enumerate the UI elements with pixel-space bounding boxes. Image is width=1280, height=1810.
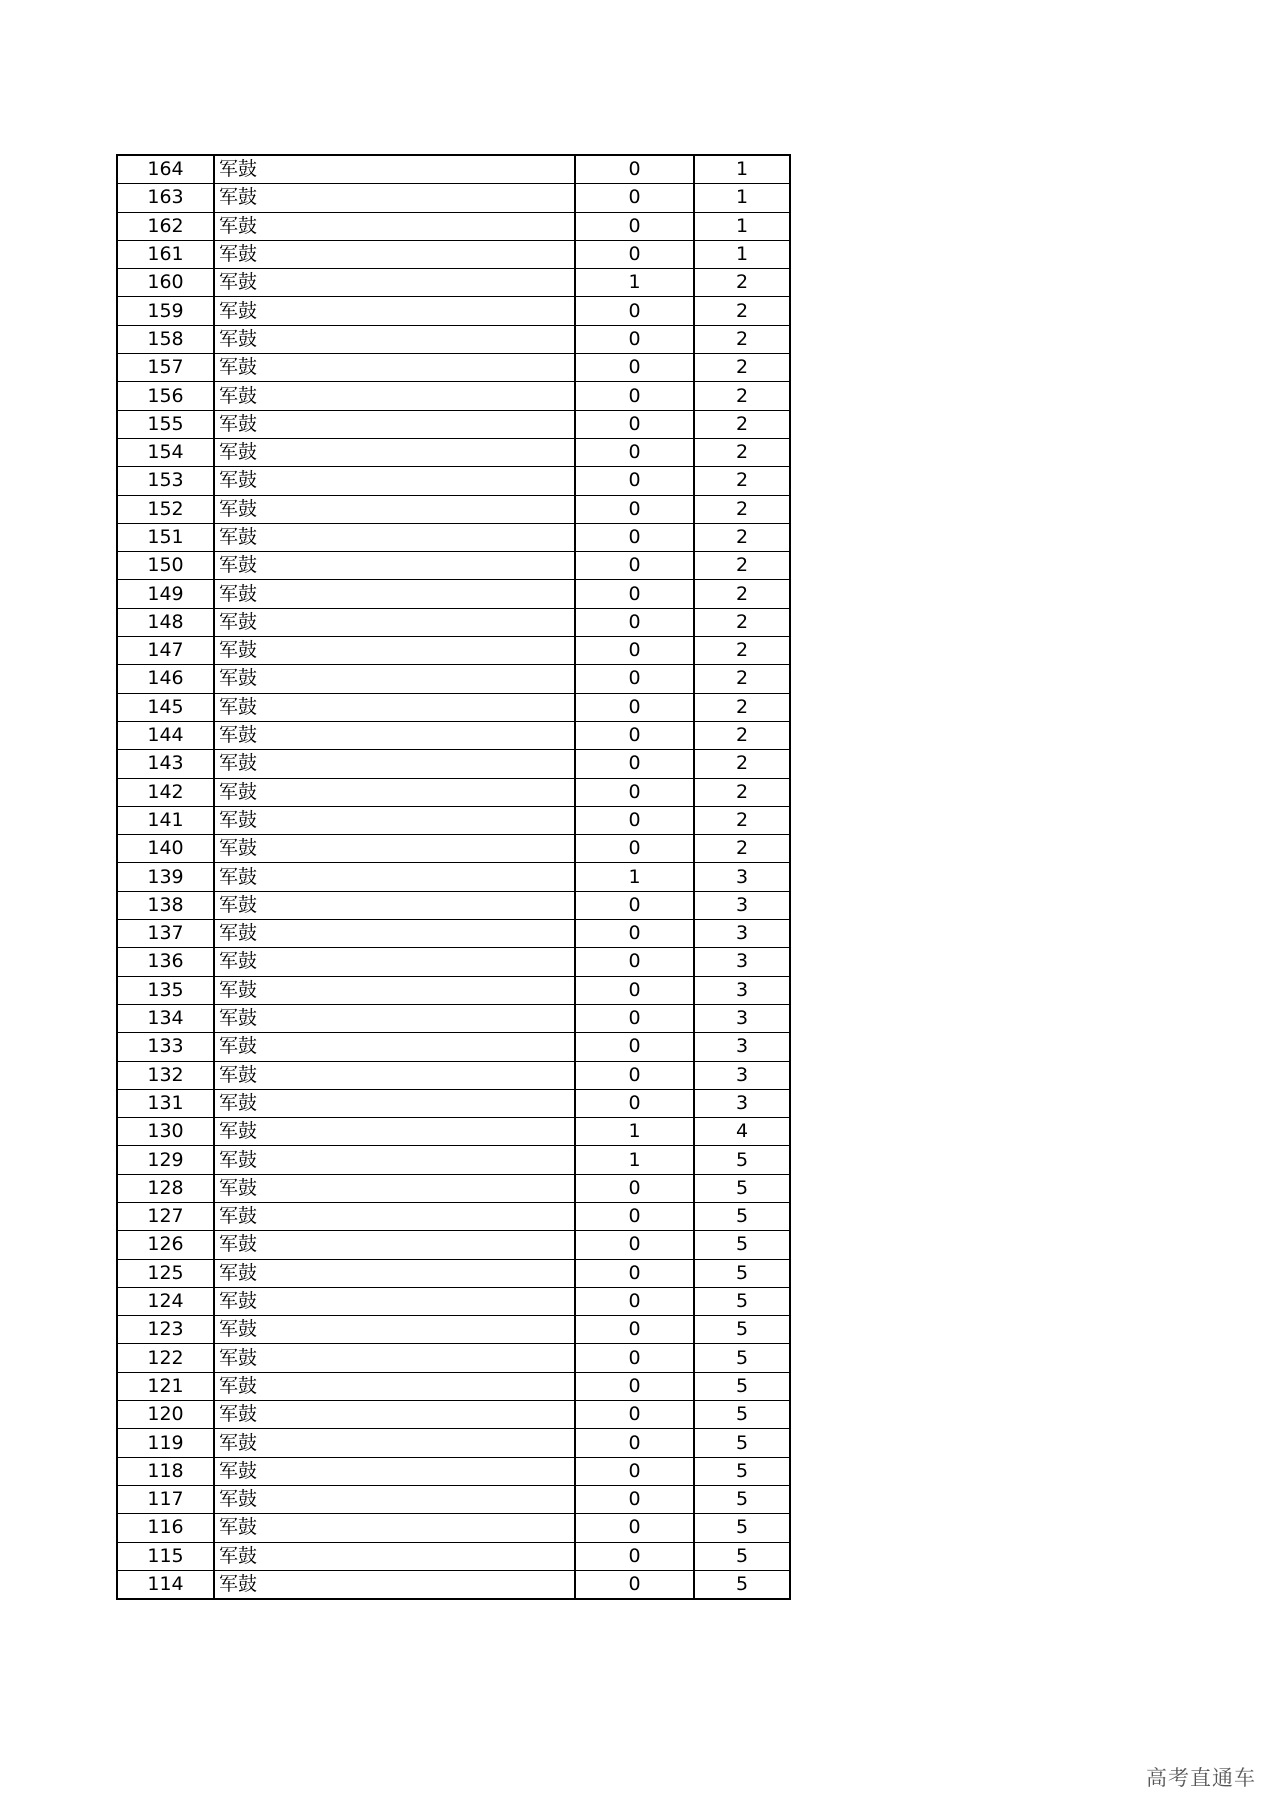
count-cell: 0 [575, 325, 694, 353]
score-cell: 160 [117, 269, 214, 297]
subject-cell: 军鼓 [214, 1231, 575, 1259]
count-cell: 0 [575, 155, 694, 184]
score-cell: 127 [117, 1202, 214, 1230]
count-cell: 0 [575, 523, 694, 551]
count-cell: 0 [575, 297, 694, 325]
subject-cell: 军鼓 [214, 184, 575, 212]
count-cell: 0 [575, 552, 694, 580]
count-cell: 0 [575, 1287, 694, 1315]
cumulative-cell: 1 [694, 212, 790, 240]
count-cell: 0 [575, 1344, 694, 1372]
score-cell: 156 [117, 382, 214, 410]
count-cell: 0 [575, 750, 694, 778]
cumulative-cell: 2 [694, 410, 790, 438]
score-cell: 121 [117, 1372, 214, 1400]
count-cell: 0 [575, 438, 694, 466]
count-cell: 0 [575, 1372, 694, 1400]
score-cell: 161 [117, 240, 214, 268]
table-row [117, 637, 790, 665]
subject-cell: 军鼓 [214, 1202, 575, 1230]
score-cell: 163 [117, 184, 214, 212]
table-row [117, 1118, 790, 1146]
score-cell: 126 [117, 1231, 214, 1259]
table-row [117, 1570, 790, 1599]
subject-cell: 军鼓 [214, 750, 575, 778]
table-row [117, 920, 790, 948]
score-cell: 158 [117, 325, 214, 353]
table-row [117, 1485, 790, 1513]
cumulative-cell: 2 [694, 269, 790, 297]
subject-cell: 军鼓 [214, 1485, 575, 1513]
table-row [117, 580, 790, 608]
table-row [117, 1372, 790, 1400]
count-cell: 0 [575, 1514, 694, 1542]
table-row [117, 1542, 790, 1570]
score-cell: 123 [117, 1316, 214, 1344]
count-cell: 0 [575, 1457, 694, 1485]
table-row [117, 608, 790, 636]
table-row [117, 523, 790, 551]
table-row [117, 1316, 790, 1344]
cumulative-cell: 5 [694, 1316, 790, 1344]
subject-cell: 军鼓 [214, 1004, 575, 1032]
table-row [117, 467, 790, 495]
count-cell: 0 [575, 891, 694, 919]
table-row [117, 269, 790, 297]
subject-cell: 军鼓 [214, 1570, 575, 1599]
table-row [117, 240, 790, 268]
cumulative-cell: 3 [694, 920, 790, 948]
cumulative-cell: 2 [694, 637, 790, 665]
cumulative-cell: 5 [694, 1287, 790, 1315]
cumulative-cell: 5 [694, 1485, 790, 1513]
count-cell: 0 [575, 721, 694, 749]
count-cell: 0 [575, 1004, 694, 1032]
score-cell: 150 [117, 552, 214, 580]
subject-cell: 军鼓 [214, 693, 575, 721]
score-cell: 144 [117, 721, 214, 749]
score-cell: 142 [117, 778, 214, 806]
score-cell: 129 [117, 1146, 214, 1174]
table-row [117, 1089, 790, 1117]
score-cell: 118 [117, 1457, 214, 1485]
table-row [117, 1429, 790, 1457]
subject-cell: 军鼓 [214, 354, 575, 382]
count-cell: 0 [575, 608, 694, 636]
score-cell: 149 [117, 580, 214, 608]
cumulative-cell: 2 [694, 354, 790, 382]
score-cell: 148 [117, 608, 214, 636]
count-cell: 0 [575, 1089, 694, 1117]
score-cell: 159 [117, 297, 214, 325]
cumulative-cell: 5 [694, 1174, 790, 1202]
cumulative-cell: 2 [694, 750, 790, 778]
subject-cell: 军鼓 [214, 552, 575, 580]
count-cell: 0 [575, 410, 694, 438]
score-cell: 152 [117, 495, 214, 523]
table-row [117, 1061, 790, 1089]
table-row [117, 410, 790, 438]
score-cell: 137 [117, 920, 214, 948]
score-cell: 138 [117, 891, 214, 919]
cumulative-cell: 5 [694, 1372, 790, 1400]
cumulative-cell: 5 [694, 1259, 790, 1287]
cumulative-cell: 2 [694, 523, 790, 551]
table-row [117, 212, 790, 240]
cumulative-cell: 2 [694, 467, 790, 495]
subject-cell: 军鼓 [214, 721, 575, 749]
score-cell: 154 [117, 438, 214, 466]
cumulative-cell: 2 [694, 382, 790, 410]
cumulative-cell: 2 [694, 325, 790, 353]
subject-cell: 军鼓 [214, 495, 575, 523]
score-cell: 135 [117, 976, 214, 1004]
cumulative-cell: 5 [694, 1401, 790, 1429]
table-row [117, 948, 790, 976]
subject-cell: 军鼓 [214, 608, 575, 636]
cumulative-cell: 2 [694, 693, 790, 721]
count-cell: 0 [575, 1061, 694, 1089]
subject-cell: 军鼓 [214, 1259, 575, 1287]
score-cell: 134 [117, 1004, 214, 1032]
subject-cell: 军鼓 [214, 438, 575, 466]
table-row [117, 325, 790, 353]
cumulative-cell: 2 [694, 438, 790, 466]
subject-cell: 军鼓 [214, 212, 575, 240]
subject-cell: 军鼓 [214, 467, 575, 495]
subject-cell: 军鼓 [214, 325, 575, 353]
table-row [117, 721, 790, 749]
subject-cell: 军鼓 [214, 920, 575, 948]
count-cell: 0 [575, 212, 694, 240]
table-row [117, 552, 790, 580]
count-cell: 0 [575, 495, 694, 523]
table-row [117, 1344, 790, 1372]
count-cell: 1 [575, 863, 694, 891]
table-body [117, 155, 790, 1599]
cumulative-cell: 5 [694, 1457, 790, 1485]
score-cell: 145 [117, 693, 214, 721]
score-cell: 124 [117, 1287, 214, 1315]
subject-cell: 军鼓 [214, 863, 575, 891]
count-cell: 0 [575, 1174, 694, 1202]
count-cell: 0 [575, 240, 694, 268]
subject-cell: 军鼓 [214, 1457, 575, 1485]
cumulative-cell: 2 [694, 608, 790, 636]
cumulative-cell: 2 [694, 495, 790, 523]
subject-cell: 军鼓 [214, 665, 575, 693]
cumulative-cell: 5 [694, 1231, 790, 1259]
cumulative-cell: 5 [694, 1202, 790, 1230]
cumulative-cell: 5 [694, 1344, 790, 1372]
score-cell: 115 [117, 1542, 214, 1570]
count-cell: 0 [575, 1570, 694, 1599]
table-row [117, 1033, 790, 1061]
subject-cell: 军鼓 [214, 835, 575, 863]
subject-cell: 军鼓 [214, 240, 575, 268]
table-row [117, 891, 790, 919]
cumulative-cell: 3 [694, 948, 790, 976]
subject-cell: 军鼓 [214, 976, 575, 1004]
count-cell: 0 [575, 920, 694, 948]
table-row [117, 297, 790, 325]
subject-cell: 军鼓 [214, 1146, 575, 1174]
count-cell: 0 [575, 467, 694, 495]
score-cell: 153 [117, 467, 214, 495]
score-cell: 125 [117, 1259, 214, 1287]
table-row [117, 976, 790, 1004]
cumulative-cell: 3 [694, 1061, 790, 1089]
cumulative-cell: 2 [694, 835, 790, 863]
score-cell: 117 [117, 1485, 214, 1513]
subject-cell: 军鼓 [214, 1542, 575, 1570]
score-cell: 136 [117, 948, 214, 976]
score-cell: 133 [117, 1033, 214, 1061]
cumulative-cell: 1 [694, 184, 790, 212]
subject-cell: 军鼓 [214, 155, 575, 184]
table-row [117, 1259, 790, 1287]
subject-cell: 军鼓 [214, 637, 575, 665]
table-row [117, 1146, 790, 1174]
table-row [117, 495, 790, 523]
table-row [117, 778, 790, 806]
subject-cell: 军鼓 [214, 806, 575, 834]
count-cell: 0 [575, 948, 694, 976]
count-cell: 0 [575, 1316, 694, 1344]
subject-cell: 军鼓 [214, 1401, 575, 1429]
count-cell: 0 [575, 1033, 694, 1061]
cumulative-cell: 3 [694, 976, 790, 1004]
table-row [117, 665, 790, 693]
table-row [117, 155, 790, 184]
score-cell: 151 [117, 523, 214, 551]
cumulative-cell: 1 [694, 240, 790, 268]
cumulative-cell: 2 [694, 778, 790, 806]
score-cell: 120 [117, 1401, 214, 1429]
table-row [117, 1457, 790, 1485]
score-cell: 119 [117, 1429, 214, 1457]
cumulative-cell: 3 [694, 891, 790, 919]
table-row [117, 1174, 790, 1202]
count-cell: 0 [575, 693, 694, 721]
subject-cell: 军鼓 [214, 410, 575, 438]
table-row [117, 1231, 790, 1259]
score-cell: 130 [117, 1118, 214, 1146]
table-row [117, 1287, 790, 1315]
subject-cell: 军鼓 [214, 1287, 575, 1315]
table-row [117, 1202, 790, 1230]
cumulative-cell: 5 [694, 1429, 790, 1457]
score-cell: 155 [117, 410, 214, 438]
score-cell: 146 [117, 665, 214, 693]
score-distribution-table [116, 154, 791, 1600]
score-cell: 131 [117, 1089, 214, 1117]
score-cell: 140 [117, 835, 214, 863]
count-cell: 0 [575, 1429, 694, 1457]
score-cell: 157 [117, 354, 214, 382]
cumulative-cell: 4 [694, 1118, 790, 1146]
count-cell: 0 [575, 1485, 694, 1513]
table-row [117, 438, 790, 466]
table-row [117, 184, 790, 212]
count-cell: 0 [575, 382, 694, 410]
subject-cell: 军鼓 [214, 1514, 575, 1542]
subject-cell: 军鼓 [214, 1118, 575, 1146]
cumulative-cell: 2 [694, 806, 790, 834]
table-row [117, 1514, 790, 1542]
cumulative-cell: 2 [694, 580, 790, 608]
score-cell: 147 [117, 637, 214, 665]
score-distribution-table-container [116, 154, 791, 1600]
count-cell: 0 [575, 354, 694, 382]
cumulative-cell: 2 [694, 665, 790, 693]
cumulative-cell: 3 [694, 863, 790, 891]
count-cell: 0 [575, 806, 694, 834]
score-cell: 139 [117, 863, 214, 891]
table-row [117, 354, 790, 382]
score-cell: 128 [117, 1174, 214, 1202]
count-cell: 0 [575, 778, 694, 806]
count-cell: 0 [575, 637, 694, 665]
subject-cell: 军鼓 [214, 1061, 575, 1089]
count-cell: 0 [575, 1401, 694, 1429]
watermark-text: 高考直通车 [1146, 1766, 1256, 1790]
cumulative-cell: 2 [694, 297, 790, 325]
count-cell: 0 [575, 835, 694, 863]
score-cell: 141 [117, 806, 214, 834]
subject-cell: 军鼓 [214, 948, 575, 976]
table-row [117, 863, 790, 891]
score-cell: 132 [117, 1061, 214, 1089]
table-row [117, 1401, 790, 1429]
count-cell: 1 [575, 269, 694, 297]
table-row [117, 835, 790, 863]
cumulative-cell: 5 [694, 1542, 790, 1570]
subject-cell: 军鼓 [214, 297, 575, 325]
subject-cell: 军鼓 [214, 269, 575, 297]
table-row [117, 693, 790, 721]
subject-cell: 军鼓 [214, 382, 575, 410]
cumulative-cell: 1 [694, 155, 790, 184]
score-cell: 164 [117, 155, 214, 184]
count-cell: 1 [575, 1146, 694, 1174]
score-cell: 143 [117, 750, 214, 778]
count-cell: 0 [575, 1202, 694, 1230]
cumulative-cell: 3 [694, 1089, 790, 1117]
cumulative-cell: 2 [694, 721, 790, 749]
cumulative-cell: 5 [694, 1146, 790, 1174]
count-cell: 0 [575, 1542, 694, 1570]
subject-cell: 军鼓 [214, 891, 575, 919]
count-cell: 0 [575, 580, 694, 608]
cumulative-cell: 3 [694, 1033, 790, 1061]
table-row [117, 750, 790, 778]
subject-cell: 军鼓 [214, 1344, 575, 1372]
table-row [117, 382, 790, 410]
score-cell: 122 [117, 1344, 214, 1372]
cumulative-cell: 2 [694, 552, 790, 580]
count-cell: 0 [575, 1231, 694, 1259]
cumulative-cell: 5 [694, 1514, 790, 1542]
subject-cell: 军鼓 [214, 778, 575, 806]
table-row [117, 1004, 790, 1032]
score-cell: 116 [117, 1514, 214, 1542]
subject-cell: 军鼓 [214, 1316, 575, 1344]
score-cell: 162 [117, 212, 214, 240]
count-cell: 0 [575, 184, 694, 212]
table-row [117, 806, 790, 834]
subject-cell: 军鼓 [214, 1429, 575, 1457]
count-cell: 0 [575, 1259, 694, 1287]
cumulative-cell: 5 [735, 1572, 749, 1595]
count-cell: 0 [575, 665, 694, 693]
cumulative-cell: 3 [694, 1004, 790, 1032]
subject-cell: 军鼓 [214, 1174, 575, 1202]
subject-cell: 军鼓 [214, 1089, 575, 1117]
score-cell: 114 [117, 1570, 214, 1599]
subject-cell: 军鼓 [214, 580, 575, 608]
count-cell: 1 [575, 1118, 694, 1146]
count-cell: 0 [575, 976, 694, 1004]
subject-cell: 军鼓 [214, 1033, 575, 1061]
subject-cell: 军鼓 [214, 523, 575, 551]
subject-cell: 军鼓 [214, 1372, 575, 1400]
